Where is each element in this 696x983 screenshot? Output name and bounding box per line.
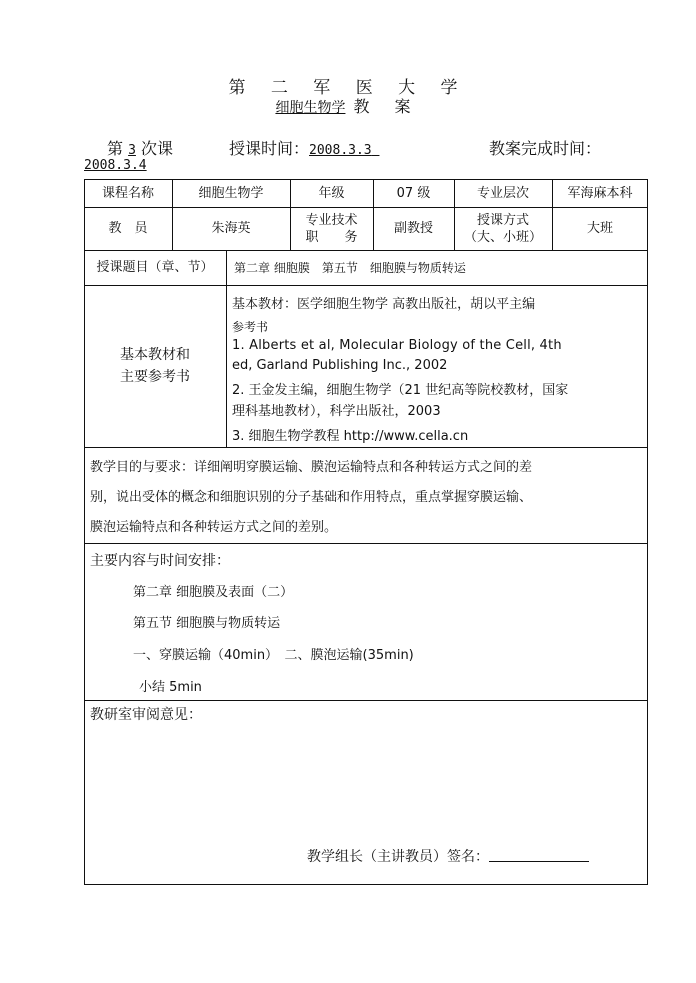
course-title-underlined: 细胞生物学 [275,100,346,116]
mode-label-line2: （大、小班） [463,229,542,245]
book-line: 基本教材：医学细胞生物学 高教出版社，胡以平主编 [232,297,536,312]
book-line: 3. 细胞生物学教程 http://www.cella.cn [232,429,469,444]
finish-time-value: 2008.3.4 [84,158,147,173]
content-line: 小结 5min [139,680,202,695]
title-label-line1: 专业技术 [305,212,358,228]
teach-time-label: 授课时间： [229,139,310,158]
book-line: 2. 王金发主编，细胞生物学（21 世纪高等院校教材，国家 [232,383,569,398]
sign-label: 教学组长（主讲教员）签名： [307,849,489,865]
mode-label-line1: 授课方式 [476,212,529,228]
mode-label [454,207,552,250]
book-line: 1. Alberts et al, Molecular Biology of the Cell, 4th [232,338,562,353]
books-label-line2: 主要参考书 [120,369,190,385]
review-label: 教研室审阅意见： [90,707,202,723]
level-value: 军海麻本科 [567,185,633,201]
finish-time-label: 教案完成时间： [489,139,602,158]
book-line: 理科基地教材），科学出版社，2003 [232,404,441,419]
lesson-number-line [107,136,173,159]
goals-line: 别，说出受体的概念和细胞识别的分子基础和作用特点，重点掌握穿膜运输、 [90,490,533,505]
row-divider [84,543,648,544]
books-label [84,285,226,447]
topic-value: 第二章 细胞膜 第五节 细胞膜与物质转运 [234,261,466,275]
row-divider [84,447,648,448]
lesson-suffix: 次课 [141,139,174,158]
teacher-value: 朱海英 [211,221,251,236]
topic-label: 授课题目（章、节） [96,260,214,275]
goals-line: 膜泡运输特点和各种转运方式之间的差别。 [90,520,338,535]
grade-label: 年级 [318,185,345,201]
doc-title [0,94,696,117]
lesson-number: 3 [128,143,136,158]
content-line: 一、穿膜运输（40min） 二、膜泡运输(35min) [133,648,414,663]
book-line: ed, Garland Publishing Inc., 2002 [232,358,448,373]
teacher-label: 教 员 [108,221,148,236]
title-label [290,207,373,250]
school-title: 第 二 军 医 大 学 [228,78,468,98]
row-divider [84,700,648,701]
col-divider [226,250,227,447]
signature-line [489,861,589,862]
doc-type: 教 案 [353,97,421,116]
teach-time-line [229,136,379,159]
lesson-prefix: 第 [107,139,124,158]
level-label: 专业层次 [476,185,529,201]
title-value: 副教授 [393,221,433,236]
course-name-value: 细胞生物学 [198,185,264,201]
goals-line: 教学目的与要求：详细阐明穿膜运输、膜泡运输特点和各种转运方式之间的差 [90,460,533,475]
title-label-line2: 职 务 [305,229,358,245]
book-line: 参考书 [232,320,269,334]
grade-value: 07 级 [396,185,431,201]
content-line: 第二章 细胞膜及表面（二） [133,585,294,600]
mode-value: 大班 [586,221,613,236]
course-name-label: 课程名称 [101,185,154,201]
books-label-line1: 基本教材和 [120,347,190,363]
content-line: 第五节 细胞膜与物质转运 [133,616,281,631]
teach-time-value: 2008.3.3 [309,143,372,158]
content-label: 主要内容与时间安排： [90,553,230,569]
